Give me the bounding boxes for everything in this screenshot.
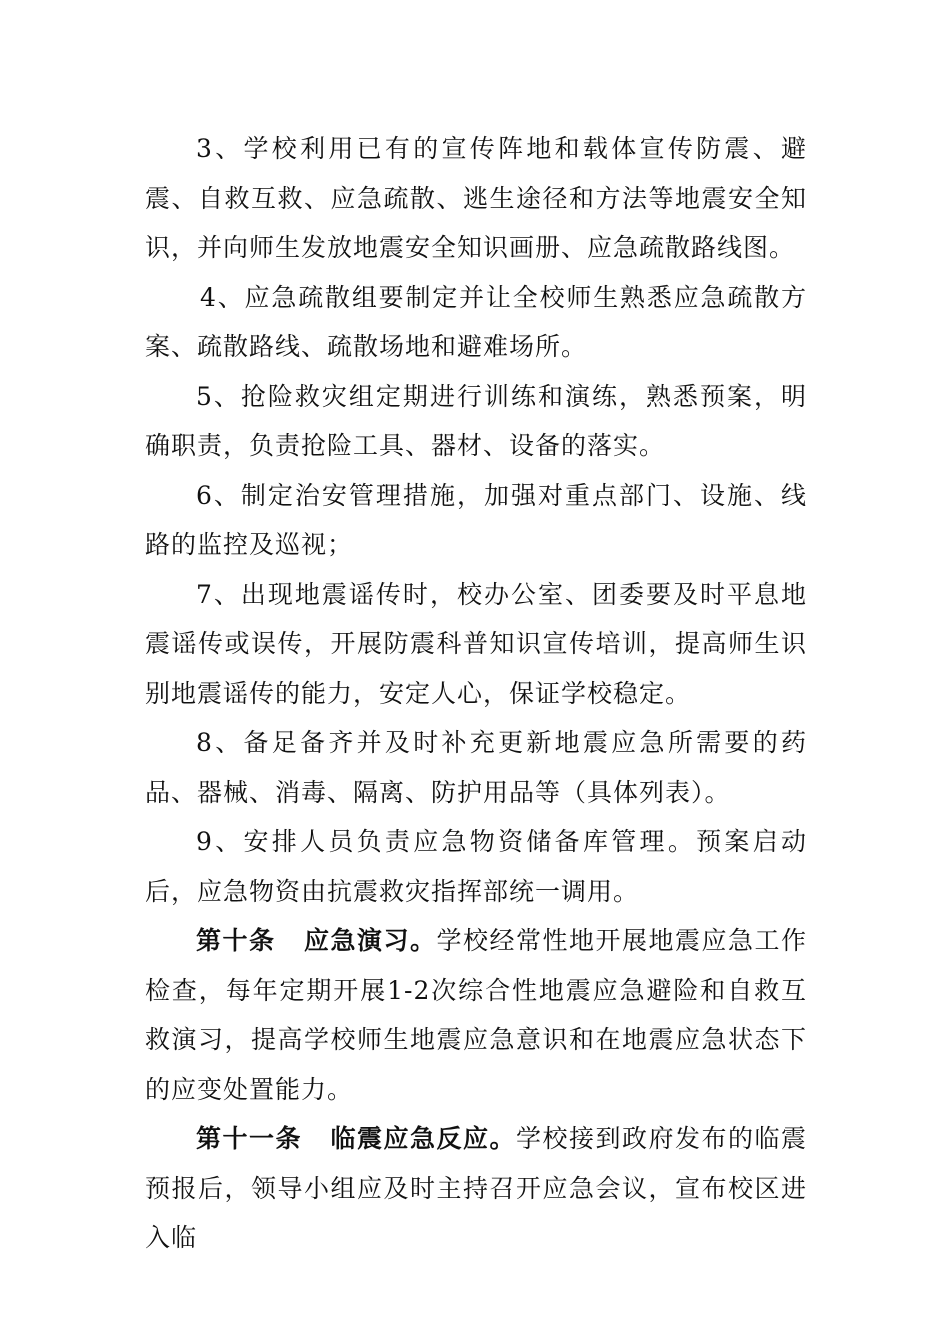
- article-10-body: 学校经常性地开展地震应急工作检查，每年定期开展1-2次综合性地震应急避险和自救互救演习，提高学校师生地震应急意识和在地震应急状态下的应变处置能力。: [145, 926, 807, 1104]
- article-11-body: 学校接到政府发布的临震预报后，领导小组应及时主持召开应急会议，宣布校区进入临: [145, 1124, 807, 1252]
- paragraph-text: 7、出现地震谣传时，校办公室、团委要及时平息地震谣传或误传，开展防震科普知识宣传培训，提高师生识别地震谣传的能力，安定人心，保证学校稳定。: [145, 579, 807, 708]
- article-11: [145, 1114, 807, 1263]
- paragraph-item-4: [145, 273, 807, 372]
- paragraph-text: 4、应急疏散组要制定并让全校师生熟悉应急疏散方案、疏散路线、疏散场地和避难场所。: [145, 282, 807, 361]
- article-11-heading: 第十一条: [196, 1124, 302, 1153]
- article-11-subject: 临震应急反应。: [330, 1124, 516, 1153]
- paragraph-text: 5、抢险救灾组定期进行训练和演练，熟悉预案，明确职责，负责抢险工具、器材、设备的落实。: [145, 381, 807, 460]
- paragraph-text: 9、安排人员负责应急物资储备库管理。预案启动后，应急物资由抗震救灾指挥部统一调用。: [145, 827, 807, 906]
- paragraph-item-7: [145, 570, 807, 719]
- article-10-heading: 第十条: [196, 926, 276, 955]
- paragraph-text: 3、学校利用已有的宣传阵地和载体宣传防震、避震、自救互救、应急疏散、逃生途径和方法等地震安全知识，并向师生发放地震安全知识画册、应急疏散路线图。: [145, 134, 807, 262]
- paragraph-text: 8、备足备齐并及时补充更新地震应急所需要的药品、器械、消毒、隔离、防护用品等（具体列表）。: [145, 728, 807, 807]
- document-body: [145, 124, 807, 1263]
- paragraph-item-5: [145, 372, 807, 471]
- article-10-subject: 应急演习。: [303, 926, 437, 955]
- paragraph-item-3: [145, 124, 807, 273]
- paragraph-item-8: [145, 718, 807, 817]
- paragraph-text: 6、制定治安管理措施，加强对重点部门、设施、线路的监控及巡视；: [145, 480, 807, 559]
- paragraph-item-9: [145, 817, 807, 916]
- article-10: [145, 916, 807, 1114]
- paragraph-item-6: [145, 471, 807, 570]
